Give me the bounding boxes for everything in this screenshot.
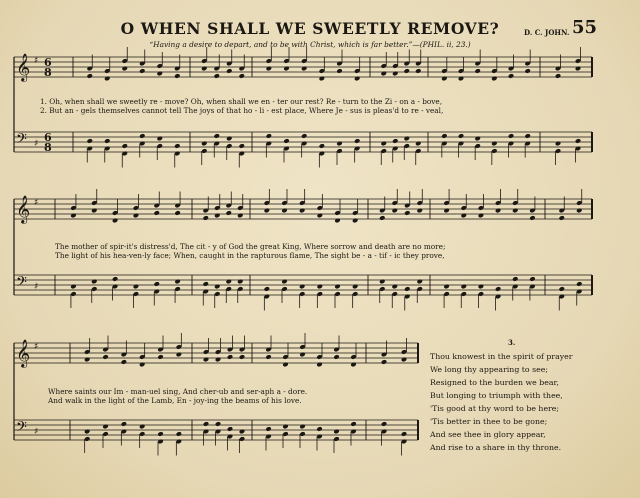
stanza-line: We long thy appearing to see; (430, 365, 548, 374)
note-head (575, 138, 581, 144)
note-head (474, 136, 480, 142)
note-head (133, 284, 139, 290)
note-head (576, 281, 582, 287)
note-head (524, 68, 530, 74)
note-head (157, 71, 163, 77)
stanza-line: Thou knowest in the spirit of prayer (430, 352, 573, 361)
note-head (121, 421, 127, 427)
note-head (336, 68, 342, 74)
note-head (404, 210, 410, 216)
note-head (264, 286, 270, 292)
note-head (112, 276, 118, 282)
key-signature-sharp: ♯ (34, 342, 39, 352)
note-head (512, 208, 518, 214)
note-head (392, 208, 398, 214)
note-head (139, 424, 145, 430)
system2-verse1-lyric: The mother of spir-it's distress'd, The cit - y of God the great King, Where sorrow and death are no more; (55, 242, 446, 251)
composer-credit: D. C. JOHN. (524, 28, 570, 37)
note-head (87, 73, 93, 79)
note-head (555, 141, 561, 147)
note-head (529, 276, 535, 282)
stanza-line: 'Tis better in thee to be gone; (430, 417, 548, 426)
note-head (226, 210, 232, 216)
note-head (122, 66, 128, 72)
note-head (575, 66, 581, 72)
note-head (461, 213, 467, 219)
page-number: 55 (572, 17, 598, 38)
note-head (133, 213, 139, 219)
note-head (154, 210, 160, 216)
note-head (379, 279, 385, 285)
hymn-title: O WHEN SHALL WE SWEETLY REMOVE? (120, 19, 500, 38)
note-head (174, 279, 180, 285)
time-signature-top: 6 (44, 56, 52, 69)
note-head (215, 421, 221, 427)
note-head (301, 66, 307, 72)
note-head (381, 141, 387, 147)
note-head (404, 286, 410, 292)
note-head (299, 208, 305, 214)
note-head (354, 76, 360, 82)
key-signature-sharp: ♯ (34, 427, 39, 437)
note-head (381, 359, 387, 365)
note-head (139, 133, 145, 139)
note-head (392, 284, 398, 290)
note-head (201, 141, 207, 147)
note-head (381, 421, 387, 427)
note-head (283, 66, 289, 72)
time-signature-top: 6 (44, 131, 52, 144)
note-head (226, 136, 232, 142)
stanza-line: 'Tis good at thy word to be here; (430, 404, 560, 413)
note-head (401, 431, 407, 437)
note-head (266, 66, 272, 72)
note-head (282, 362, 288, 368)
stanza-line: Resigned to the burden we bear, (430, 378, 559, 387)
note-head (334, 284, 340, 290)
scripture-epigraph: “Having a desire to depart, and to be with Christ, which is far better.”—(PHIL. ii, 23.) (149, 40, 471, 49)
note-head (559, 286, 565, 292)
note-head (157, 431, 163, 437)
note-head (417, 208, 423, 214)
treble-clef-icon: 𝄞 (16, 53, 31, 81)
note-head (239, 354, 245, 360)
note-head (174, 73, 180, 79)
note-head (239, 429, 245, 435)
note-head (441, 76, 447, 82)
note-head (282, 424, 288, 430)
note-head (283, 138, 289, 144)
key-signature-sharp: ♯ (34, 198, 39, 208)
stanza-number: 3. (508, 338, 516, 347)
note-head (84, 429, 90, 435)
note-head (84, 357, 90, 363)
note-head (281, 279, 287, 285)
note-head (350, 362, 356, 368)
note-head (122, 143, 128, 149)
note-head (214, 73, 220, 79)
note-head (404, 68, 410, 74)
note-head (319, 143, 325, 149)
note-head (203, 281, 209, 287)
note-head (392, 71, 398, 77)
note-head (226, 68, 232, 74)
note-head (508, 73, 514, 79)
note-head (265, 426, 271, 432)
note-head (121, 359, 127, 365)
note-head (495, 286, 501, 292)
note-head (214, 213, 220, 219)
note-head (201, 66, 207, 72)
bass-clef-icon: 𝄢 (16, 131, 27, 151)
note-head (91, 208, 97, 214)
note-head (214, 133, 220, 139)
key-signature-sharp: ♯ (34, 139, 39, 149)
note-head (458, 76, 464, 82)
note-head (352, 284, 358, 290)
note-head (352, 218, 358, 224)
note-head (478, 213, 484, 219)
note-head (112, 218, 118, 224)
note-head (102, 354, 108, 360)
note-head (443, 208, 449, 214)
note-head (316, 362, 322, 368)
note-head (461, 284, 467, 290)
system2-verse2-lyric: The light of his hea-ven-ly face; When, caught in the rapturous flame, The sight be - a - tif - ic they prove, (55, 251, 445, 260)
note-head (299, 284, 305, 290)
note-head (381, 71, 387, 77)
note-head (157, 354, 163, 360)
note-head (104, 76, 110, 82)
note-head (281, 208, 287, 214)
note-head (524, 133, 530, 139)
note-head (333, 429, 339, 435)
time-signature-bottom: 8 (44, 66, 52, 79)
note-head (491, 141, 497, 147)
time-signature-bottom: 8 (44, 141, 52, 154)
note-head (87, 138, 93, 144)
note-head (478, 284, 484, 290)
note-head (237, 279, 243, 285)
note-head (350, 421, 356, 427)
note-head (266, 133, 272, 139)
note-head (237, 213, 243, 219)
note-head (157, 136, 163, 142)
note-head (559, 215, 565, 221)
note-head (334, 218, 340, 224)
system1-verse1-lyric: 1. Oh, when shall we sweetly re - move? Oh, when shall we en - ter our rest? Re - turn to the Zi - on a - bove, (40, 97, 443, 106)
note-head (317, 213, 323, 219)
note-head (203, 215, 209, 221)
treble-clef-icon: 𝄞 (16, 339, 31, 367)
note-head (214, 284, 220, 290)
stanza-line: But longing to triumph with thee, (430, 391, 563, 400)
note-head (226, 279, 232, 285)
note-head (174, 143, 180, 149)
note-head (299, 424, 305, 430)
note-head (354, 138, 360, 144)
note-head (404, 136, 410, 142)
note-head (239, 143, 245, 149)
note-head (336, 141, 342, 147)
note-head (215, 357, 221, 363)
note-head (176, 431, 182, 437)
note-head (91, 279, 97, 285)
note-head (227, 354, 233, 360)
note-head (139, 362, 145, 368)
note-head (299, 352, 305, 358)
note-head (174, 210, 180, 216)
note-head (441, 133, 447, 139)
note-head (508, 133, 514, 139)
note-head (576, 208, 582, 214)
note-head (333, 354, 339, 360)
note-head (317, 284, 323, 290)
note-head (379, 215, 385, 221)
note-head (154, 281, 160, 287)
key-signature-sharp: ♯ (34, 56, 39, 66)
key-signature-sharp: ♯ (34, 282, 39, 292)
stanza-line: And see thee in glory appear, (430, 430, 546, 439)
note-head (104, 138, 110, 144)
treble-clef-icon: 𝄞 (16, 195, 31, 223)
note-head (239, 73, 245, 79)
note-head (529, 215, 535, 221)
note-head (102, 424, 108, 430)
note-head (555, 73, 561, 79)
note-head (203, 357, 209, 363)
note-head (415, 68, 421, 74)
system3-verse1-lyric: Where saints our Im - man-uel sing, And cher-ub and ser-aph a - dore. (48, 387, 308, 396)
note-head (70, 213, 76, 219)
note-head (474, 68, 480, 74)
note-head (415, 141, 421, 147)
bass-clef-icon: 𝄢 (16, 419, 27, 439)
note-head (301, 133, 307, 139)
stanza-line: And rise to a share in thy throne. (430, 443, 562, 452)
note-head (319, 76, 325, 82)
note-head (227, 426, 233, 432)
system1-verse2-lyric: 2. But an - gels themselves cannot tell The joys of that ho - li - est place, Where Je - sus is pleas'd to re - veal, (40, 106, 444, 115)
note-head (264, 208, 270, 214)
note-head (458, 133, 464, 139)
bass-clef-icon: 𝄢 (16, 274, 27, 294)
note-head (401, 357, 407, 363)
note-head (512, 276, 518, 282)
note-head (392, 138, 398, 144)
note-head (203, 421, 209, 427)
note-head (495, 208, 501, 214)
note-head (316, 426, 322, 432)
system3-verse2-lyric: And walk in the light of the Lamb, En - joy-ing the beams of his love. (48, 396, 302, 405)
note-head (265, 354, 271, 360)
note-head (176, 352, 182, 358)
note-head (417, 279, 423, 285)
note-head (491, 76, 497, 82)
note-head (70, 284, 76, 290)
note-head (443, 284, 449, 290)
note-head (139, 68, 145, 74)
